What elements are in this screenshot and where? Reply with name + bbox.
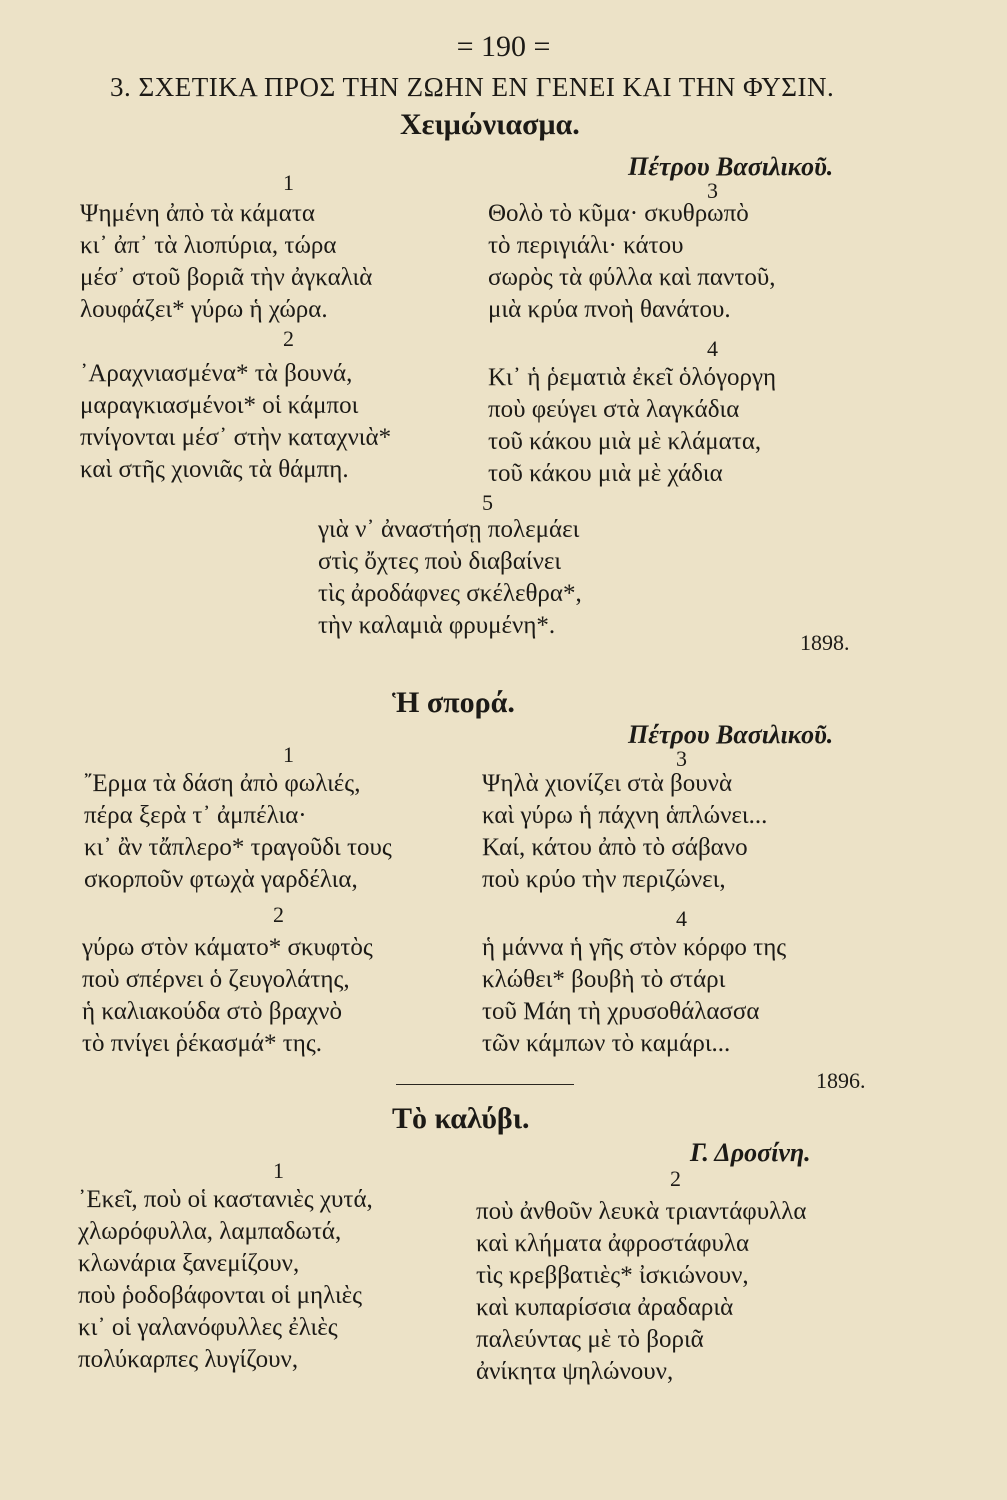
stanza-number: 5 <box>482 490 493 515</box>
verse-line: κι᾽ οἱ γαλανόφυλλες ἐλιὲς <box>78 1314 338 1341</box>
verse-line: καὶ στῆς χιονιᾶς τὰ θάμπη. <box>80 456 349 483</box>
stanza-number: 4 <box>676 906 687 931</box>
verse-line: πέρα ξερὰ τ᾽ ἀμπέλια· <box>84 802 307 829</box>
stanza <box>482 932 786 1060</box>
verse-line: ποὺ ῥοδοβάφονται οἱ μηλιὲς <box>78 1282 363 1309</box>
verse-line: ᾽Εκεῖ, ποὺ οἱ καστανιὲς χυτά, <box>78 1186 373 1213</box>
verse-line: ποὺ φεύγει στὰ λαγκάδια <box>488 396 740 423</box>
verse-line: ποὺ σπέρνει ὁ ζευγολάτης, <box>82 966 350 993</box>
poem-author: Πέτρου Βασιλικοῦ. <box>628 720 834 749</box>
poem-year: 1896. <box>816 1068 866 1093</box>
verse-line: κι᾽ ἀπ᾽ τὰ λιοπύρια, τώρα <box>80 232 337 259</box>
verse-line: σκορποῦν φτωχὰ γαρδέλια, <box>84 866 358 893</box>
verse-line: καὶ γύρω ἡ πάχνη ἁπλώνει... <box>482 802 768 829</box>
stanza <box>488 362 776 490</box>
poem-title: Τὸ καλύβι. <box>392 1102 530 1135</box>
verse-line: λουφάζει* γύρω ἡ χώρα. <box>80 296 328 323</box>
poem-year: 1898. <box>800 630 850 655</box>
verse-line: τὸ περιγιάλι· κάτου <box>488 232 684 259</box>
verse-line: πολύκαρπες λυγίζουν, <box>78 1346 299 1373</box>
verse-line: Κι᾽ ἡ ῥεματιὰ ἐκεῖ ὁλόγοργη <box>488 364 777 391</box>
verse-line: γύρω στὸν κάματο* σκυφτὸς <box>82 934 373 961</box>
verse-line: ἡ μάννα ἡ γῆς στὸν κόρφο της <box>482 934 787 961</box>
stanza <box>482 768 767 896</box>
verse-line: τοῦ κάκου μιὰ μὲ χάδια <box>488 460 723 487</box>
verse-line: τὴν καλαμιὰ φρυμένη*. <box>318 612 556 639</box>
verse-line: παλεύντας μὲ τὸ βοριᾶ <box>476 1326 704 1353</box>
verse-line: τὸ πνίγει ῥέκασμά* της. <box>82 1030 322 1057</box>
verse-line: ἀνίκητα ψηλώνουν, <box>476 1358 674 1385</box>
stanza <box>80 198 372 326</box>
verse-line: κι᾽ ἂν τἄπλερο* τραγοῦδι τους <box>84 834 392 861</box>
stanza-number: 2 <box>283 326 294 351</box>
stanza-number: 4 <box>707 336 718 361</box>
stanza <box>84 768 392 896</box>
poem-author: Γ. Δροσίνη. <box>690 1138 811 1167</box>
stanza-number: 2 <box>273 902 284 927</box>
verse-line: τὶς ἀροδάφνες σκέλεθρα*, <box>318 580 582 607</box>
verse-line: ποὺ κρύο τὴν περιζώνει, <box>482 866 726 893</box>
stanza <box>80 358 391 486</box>
divider <box>396 1084 574 1085</box>
verse-line: τοῦ κάκου μιὰ μὲ κλάματα, <box>488 428 762 455</box>
verse-line: ἡ καλιακούδα στὸ βραχνὸ <box>82 998 342 1025</box>
verse-line: μιὰ κρύα πνοὴ θανάτου. <box>488 296 731 323</box>
verse-line: κλώθει* βουβὴ τὸ στάρι <box>482 966 726 993</box>
section-heading: 3. ΣΧΕΤΙΚΑ ΠΡΟΣ ΤΗΝ ΖΩΗΝ ΕΝ ΓΕΝΕΙ ΚΑΙ ΤΗΝ ΦΥΣΙΝ. <box>110 72 835 102</box>
stanza-number: 1 <box>283 170 294 195</box>
stanza <box>78 1184 373 1376</box>
verse-line: καὶ κυπαρίσσια ἀραδαριὰ <box>476 1294 734 1321</box>
stanza <box>488 198 776 326</box>
poem-title: Χειμώνιασμα. <box>400 108 580 141</box>
verse-line: καὶ κλήματα ἀφροστάφυλα <box>476 1230 750 1257</box>
verse-line: ᾽Αραχνιασμένα* τὰ βουνά, <box>80 360 353 387</box>
verse-line: Ψημένη ἀπὸ τὰ κάματα <box>80 200 316 227</box>
verse-line: τῶν κάμπων τὸ καμάρι... <box>482 1030 731 1057</box>
verse-line: Καί, κάτου ἀπὸ τὸ σάβανο <box>482 834 748 861</box>
verse-line: μέσ᾽ στοῦ βοριᾶ τὴν ἀγκαλιὰ <box>80 264 373 291</box>
stanza-number: 1 <box>283 742 294 767</box>
stanza <box>476 1196 806 1388</box>
verse-line: τὶς κρεββατιὲς* ἰσκιώνουν, <box>476 1262 749 1289</box>
verse-line: ῎Ερμα τὰ δάση ἀπὸ φωλιές, <box>84 770 361 797</box>
verse-line: κλωνάρια ξανεμίζουν, <box>78 1250 300 1277</box>
poem-author: Πέτρου Βασιλικοῦ. <box>628 152 834 181</box>
verse-line: Ψηλὰ χιονίζει στὰ βουνὰ <box>482 770 733 797</box>
verse-line: στὶς ὄχτες ποὺ διαβαίνει <box>318 548 562 575</box>
verse-line: μαραγκιασμένοι* οἱ κάμποι <box>80 392 359 419</box>
verse-line: πνίγονται μέσ᾽ στὴν καταχνιὰ* <box>80 424 392 451</box>
verse-line: χλωρόφυλλα, λαμπαδωτά, <box>78 1218 342 1245</box>
verse-line: σωρὸς τὰ φύλλα καὶ παντοῦ, <box>488 264 776 291</box>
stanza-number: 1 <box>273 1158 284 1183</box>
verse-line: γιὰ ν᾽ ἀναστήσῃ πολεμάει <box>318 516 580 543</box>
poem-title: Ἡ σπορά. <box>392 686 515 719</box>
stanza <box>318 514 582 642</box>
page-number: = 190 = <box>456 30 551 63</box>
stanza-number: 3 <box>676 746 687 771</box>
verse-line: Θολὸ τὸ κῦμα· σκυθρωπὸ <box>488 200 749 227</box>
stanza <box>82 932 373 1060</box>
verse-line: τοῦ Μάη τὴ χρυσοθάλασσα <box>482 998 760 1025</box>
verse-line: ποὺ ἀνθοῦν λευκὰ τριαντάφυλλα <box>476 1198 807 1225</box>
stanza-number: 2 <box>670 1166 681 1191</box>
stanza-number: 3 <box>707 178 718 203</box>
